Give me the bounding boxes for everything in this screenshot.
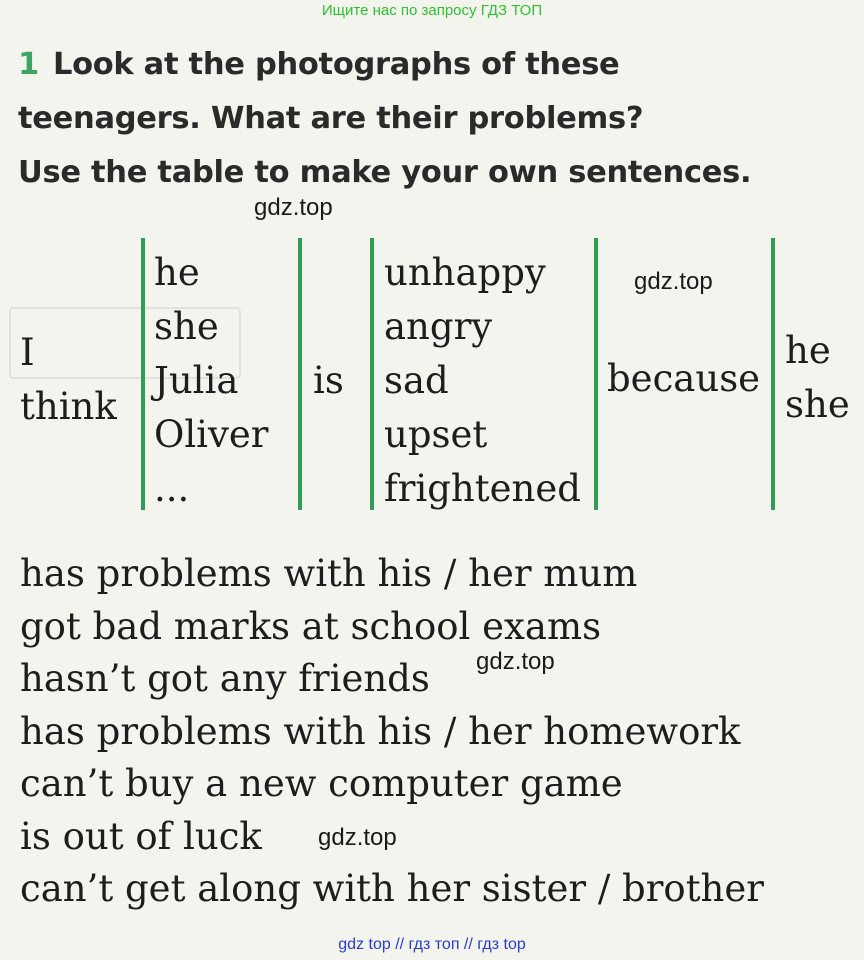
table-cell: ... <box>154 467 190 510</box>
table-divider <box>141 238 145 510</box>
table-divider <box>771 238 775 510</box>
table-cell: frightened <box>384 467 581 510</box>
table-divider <box>298 238 302 510</box>
heading-line-3: Use the table to make your own sentences. <box>18 155 752 190</box>
table-cell: upset <box>384 413 488 456</box>
watermark: gdz.top <box>634 268 713 295</box>
table-col-verb <box>313 354 344 408</box>
table-divider <box>594 238 598 510</box>
list-item: has problems with his / her mum <box>20 552 638 595</box>
table-cell: angry <box>384 305 493 348</box>
table-divider <box>370 238 374 510</box>
list-item: can’t buy a new computer game <box>20 762 623 805</box>
watermark: gdz.top <box>318 824 397 851</box>
list-item: is out of luck <box>20 814 262 858</box>
table-col-pronouns <box>785 324 850 432</box>
table-cell: unhappy <box>384 251 546 294</box>
table-cell: she <box>154 305 219 348</box>
table-cell: because <box>607 357 761 400</box>
heading-line-2: teenagers. What are their problems? <box>18 101 644 136</box>
phrase-list <box>20 548 764 916</box>
table-cell: he <box>154 251 200 294</box>
list-item: has problems with his / her homework <box>20 709 741 753</box>
list-item: can’t get along with her sister / brother <box>20 867 764 910</box>
exercise-heading <box>18 38 858 200</box>
table-cell: Oliver <box>154 413 269 456</box>
table-cell: Julia <box>154 359 239 402</box>
heading-text-1: Look at the photographs of these <box>52 47 620 82</box>
table-cell: sad <box>384 359 449 402</box>
table-col-adjectives <box>384 246 581 516</box>
exercise-number: 1 <box>18 47 39 82</box>
table-cell: she <box>785 383 850 426</box>
list-item: got bad marks at school exams <box>20 604 602 648</box>
table-col-subject-intro <box>20 326 117 434</box>
table-cell: is <box>313 359 344 402</box>
table-cell: I <box>20 331 35 374</box>
footer-links: gdz top // гдз топ // гдз top <box>338 936 526 953</box>
table-col-conjunction <box>607 352 760 406</box>
watermark: gdz.top <box>476 648 555 675</box>
table-col-subjects <box>154 246 269 516</box>
table-cell: he <box>785 329 831 372</box>
watermark: gdz.top <box>254 194 333 221</box>
top-banner: Ищите нас по запросу ГДЗ ТОП <box>321 2 543 19</box>
list-item: hasn’t got any friends <box>20 657 430 700</box>
table-cell: think <box>20 385 117 428</box>
heading-line-1 <box>18 38 858 92</box>
